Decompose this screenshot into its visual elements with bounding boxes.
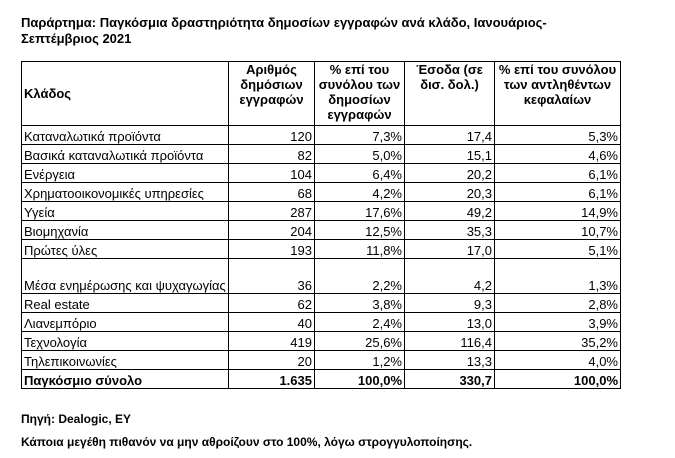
value-cell: 3,9% xyxy=(495,313,621,332)
value-cell: 2,4% xyxy=(315,313,405,332)
table-row xyxy=(22,240,621,259)
value-cell: 14,9% xyxy=(495,202,621,221)
value-cell: 13,0 xyxy=(405,313,495,332)
value-cell: 13,3 xyxy=(405,351,495,370)
sector-cell: Λιανεμπόριο xyxy=(22,313,229,332)
value-cell: 1,2% xyxy=(315,351,405,370)
sector-cell: Ενέργεια xyxy=(22,164,229,183)
value-cell: 35,2% xyxy=(495,332,621,351)
sector-cell: Μέσα ενημέρωσης και ψυχαγωγίας xyxy=(22,259,229,294)
value-cell: 17,6% xyxy=(315,202,405,221)
sector-cell: Υγεία xyxy=(22,202,229,221)
value-cell: 36 xyxy=(229,259,315,294)
sector-cell: Καταναλωτικά προϊόντα xyxy=(22,126,229,145)
value-cell: 6,1% xyxy=(495,183,621,202)
table-row xyxy=(22,164,621,183)
value-cell: 15,1 xyxy=(405,145,495,164)
sector-cell: Real estate xyxy=(22,294,229,313)
value-cell: 12,5% xyxy=(315,221,405,240)
value-cell: 100,0% xyxy=(315,370,405,389)
value-cell: 4,2% xyxy=(315,183,405,202)
sector-cell: Παγκόσμιο σύνολο xyxy=(22,370,229,389)
value-cell: 1.635 xyxy=(229,370,315,389)
value-cell: 17,4 xyxy=(405,126,495,145)
value-cell: 419 xyxy=(229,332,315,351)
value-cell: 6,1% xyxy=(495,164,621,183)
value-cell: 287 xyxy=(229,202,315,221)
table-row xyxy=(22,351,621,370)
rounding-note: Κάποια μεγέθη πιθανόν να μην αθροίζουν στο 100%, λόγω στρογγυλοποίησης. xyxy=(21,435,473,449)
ipo-activity-table xyxy=(21,61,621,389)
value-cell: 100,0% xyxy=(495,370,621,389)
value-cell: 4,0% xyxy=(495,351,621,370)
source-note: Πηγή: Dealogic, EY xyxy=(21,412,132,426)
value-cell: 25,6% xyxy=(315,332,405,351)
table-row xyxy=(22,259,621,294)
value-cell: 49,2 xyxy=(405,202,495,221)
total-row xyxy=(22,370,621,389)
value-cell: 62 xyxy=(229,294,315,313)
sector-cell: Τηλεπικοινωνίες xyxy=(22,351,229,370)
value-cell: 2,8% xyxy=(495,294,621,313)
header-sector: Κλάδος xyxy=(22,62,229,126)
value-cell: 3,8% xyxy=(315,294,405,313)
value-cell: 4,2 xyxy=(405,259,495,294)
sector-cell: Βασικά καταναλωτικά προϊόντα xyxy=(22,145,229,164)
value-cell: 120 xyxy=(229,126,315,145)
value-cell: 104 xyxy=(229,164,315,183)
value-cell: 82 xyxy=(229,145,315,164)
table-row xyxy=(22,332,621,351)
sector-cell: Πρώτες ύλες xyxy=(22,240,229,259)
table-row xyxy=(22,183,621,202)
value-cell: 10,7% xyxy=(495,221,621,240)
table-row xyxy=(22,126,621,145)
value-cell: 9,3 xyxy=(405,294,495,313)
value-cell: 11,8% xyxy=(315,240,405,259)
value-cell: 204 xyxy=(229,221,315,240)
value-cell: 20,3 xyxy=(405,183,495,202)
sector-cell: Χρηματοοικονομικές υπηρεσίες xyxy=(22,183,229,202)
value-cell: 68 xyxy=(229,183,315,202)
sector-cell: Τεχνολογία xyxy=(22,332,229,351)
table-row xyxy=(22,294,621,313)
value-cell: 2,2% xyxy=(315,259,405,294)
header-ipo-share: % επί του συνόλου των δημοσίων εγγραφών xyxy=(315,62,405,126)
header-proceeds-share: % επί του συνόλου των αντληθέντων κεφαλαίων xyxy=(495,62,621,126)
document-title: Παράρτημα: Παγκόσμια δραστηριότητα δημοσίων εγγραφών ανά κλάδο, Ιανουάριος-Σεπτέμβριος 2021 xyxy=(21,15,547,46)
value-cell: 6,4% xyxy=(315,164,405,183)
value-cell: 17,0 xyxy=(405,240,495,259)
value-cell: 20,2 xyxy=(405,164,495,183)
value-cell: 5,0% xyxy=(315,145,405,164)
value-cell: 116,4 xyxy=(405,332,495,351)
value-cell: 5,3% xyxy=(495,126,621,145)
table-row xyxy=(22,313,621,332)
table-body xyxy=(22,126,621,389)
value-cell: 4,6% xyxy=(495,145,621,164)
value-cell: 35,3 xyxy=(405,221,495,240)
value-cell: 40 xyxy=(229,313,315,332)
table-row xyxy=(22,145,621,164)
value-cell: 1,3% xyxy=(495,259,621,294)
header-proceeds: Έσοδα (σε δισ. δολ.) xyxy=(405,62,495,126)
value-cell: 20 xyxy=(229,351,315,370)
value-cell: 193 xyxy=(229,240,315,259)
value-cell: 5,1% xyxy=(495,240,621,259)
header-ipo-count: Αριθμός δημόσιων εγγραφών xyxy=(229,62,315,126)
table-row xyxy=(22,202,621,221)
value-cell: 7,3% xyxy=(315,126,405,145)
sector-cell: Βιομηχανία xyxy=(22,221,229,240)
table-row xyxy=(22,221,621,240)
value-cell: 330,7 xyxy=(405,370,495,389)
